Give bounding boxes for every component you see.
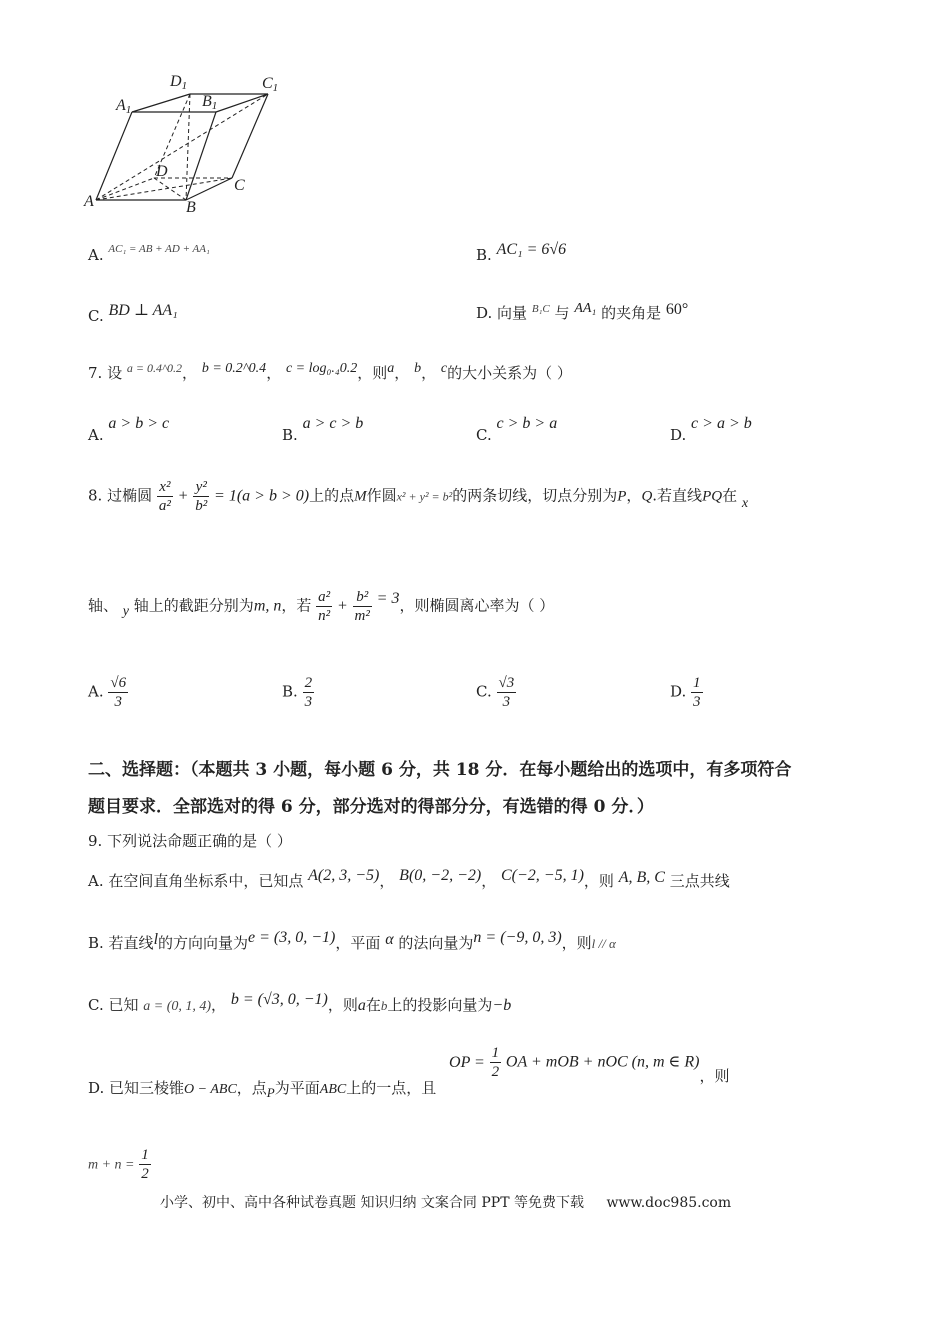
q9-option-b[interactable]: B. 若直线l的方向向量为e = (3, 0, −1)，平面 α 的法向量为n = (−9, 0, 3)，则l // α — [88, 929, 616, 952]
q9-option-c[interactable]: C. 已知 a = (0, 1, 4)， b = (√3, 0, −1)，则a在b上的投影向量为−b — [88, 991, 512, 1014]
label-A1: A1 — [116, 97, 132, 116]
q6-option-b-expr: AC₁ = 6√6 — [496, 241, 567, 258]
label-C1: C1 — [262, 75, 279, 94]
q9-option-d[interactable]: D. 已知三棱锥O − ABC，点P为平面ABC上的一点，且 OP = $\frac{1}{2}$ OA + mOB + nOC (n, m ∈ R)，则 — [88, 1045, 730, 1100]
q7-option-d[interactable]: D. c > a > b — [670, 415, 752, 444]
label-C: C — [234, 177, 245, 194]
frac-a2-n2: $\frac{\text{a²}}{\text{n²}}$ — [318, 589, 331, 624]
q6-option-c[interactable]: C. BD ⊥ AA₁ — [88, 302, 178, 325]
label-B1: B1 — [202, 93, 218, 112]
q8-option-b[interactable]: B. $\frac{2}{3}$ — [282, 675, 313, 710]
footer-url[interactable]: www.doc985.com — [606, 1195, 732, 1211]
q6-option-a[interactable]: A. $^{AC_1 = AB + AD + AA_1}$ — [88, 243, 210, 264]
label-D1: D1 — [170, 73, 188, 92]
q7-option-a[interactable]: A. a > b > c — [88, 415, 170, 444]
footer-text: 小学、初中、高中各种试卷真题 知识归纳 文案合同 PPT 等免费下载 www.doc985.com — [160, 1195, 732, 1211]
q6-option-d[interactable]: D. 向量 $^{B_1C}$ 与 AA₁ 的夹角是 60° — [476, 301, 689, 322]
q7-option-b[interactable]: B. a > c > b — [282, 415, 364, 444]
q7-stem: 7. 设 $^{a = 0.4\^{}0.2}$， b = 0.2^0.4， c = log₀.₄0.2，则a， b， c的大小关系为（ ） — [88, 361, 572, 382]
q6-option-c-expr: BD ⊥ AA₁ — [108, 302, 178, 319]
q9-stem: 9. 下列说法命题正确的是（ ） — [88, 832, 292, 850]
parallelepiped-figure — [80, 66, 300, 216]
label-D: D — [156, 163, 168, 180]
q9-option-a[interactable]: A. 在空间直角坐标系中，已知点 A(2, 3, −5)， B(0, −2, −2)， C(−2, −5, 1)，则 A, B, C 三点共线 — [88, 867, 730, 890]
section2-heading-line1: 二、选择题：（本题共 3 小题，每小题 6 分，共 18 分．在每小题给出的选项中，有多项符合 — [88, 760, 792, 780]
q7-option-c[interactable]: C. c > b > a — [476, 415, 558, 444]
ellipse-frac-x: $\frac{\text{x²}}{\text{a²}}$ — [158, 479, 171, 514]
half-frac: $\frac{1}{2}$ — [491, 1045, 500, 1080]
q6-option-b[interactable]: B. AC₁ = 6√6 — [476, 241, 567, 264]
label-A: A — [84, 193, 94, 210]
frac-b2-m2: $\frac{\text{b²}}{\text{m²}}$ — [354, 589, 370, 624]
q8-option-a[interactable]: A. $\frac{√6}{3}$ — [88, 675, 127, 710]
label-B: B — [186, 199, 196, 216]
q8-option-d[interactable]: D. $\frac{1}{3}$ — [670, 675, 701, 710]
q8-option-c[interactable]: C. $\frac{√3}{3}$ — [476, 675, 515, 710]
ellipse-frac-y: $\frac{\text{y²}}{\text{b²}}$ — [195, 479, 208, 514]
q6-option-a-expr: AC₁ = AB + AD + AA₁ — [108, 243, 210, 255]
q8-stem-line2: 轴、 y 轴上的截距分别为m, n，若 $\frac{\text{a²}}{\text{n²}}$ + $\frac{\text{b²}}{\text{m²}}$ = 3，则椭圆离心率为（ ） — [88, 589, 555, 624]
section2-heading-line2: 题目要求．全部选对的得 6 分，部分选对的得部分分，有选错的得 0 分．） — [88, 797, 654, 817]
q9-option-d-result: m + n = $\frac{1}{2}$ — [88, 1147, 149, 1182]
q8-stem-line1: 8. 过椭圆 $\frac{\text{x²}}{\text{a²}}$ + $\frac{\text{y²}}{\text{b²}}$ = 1(a > b > 0)上的点M作圆x² + y² = b²的两条切线，切点分别为P，Q.若直线PQ在 x — [88, 479, 749, 514]
